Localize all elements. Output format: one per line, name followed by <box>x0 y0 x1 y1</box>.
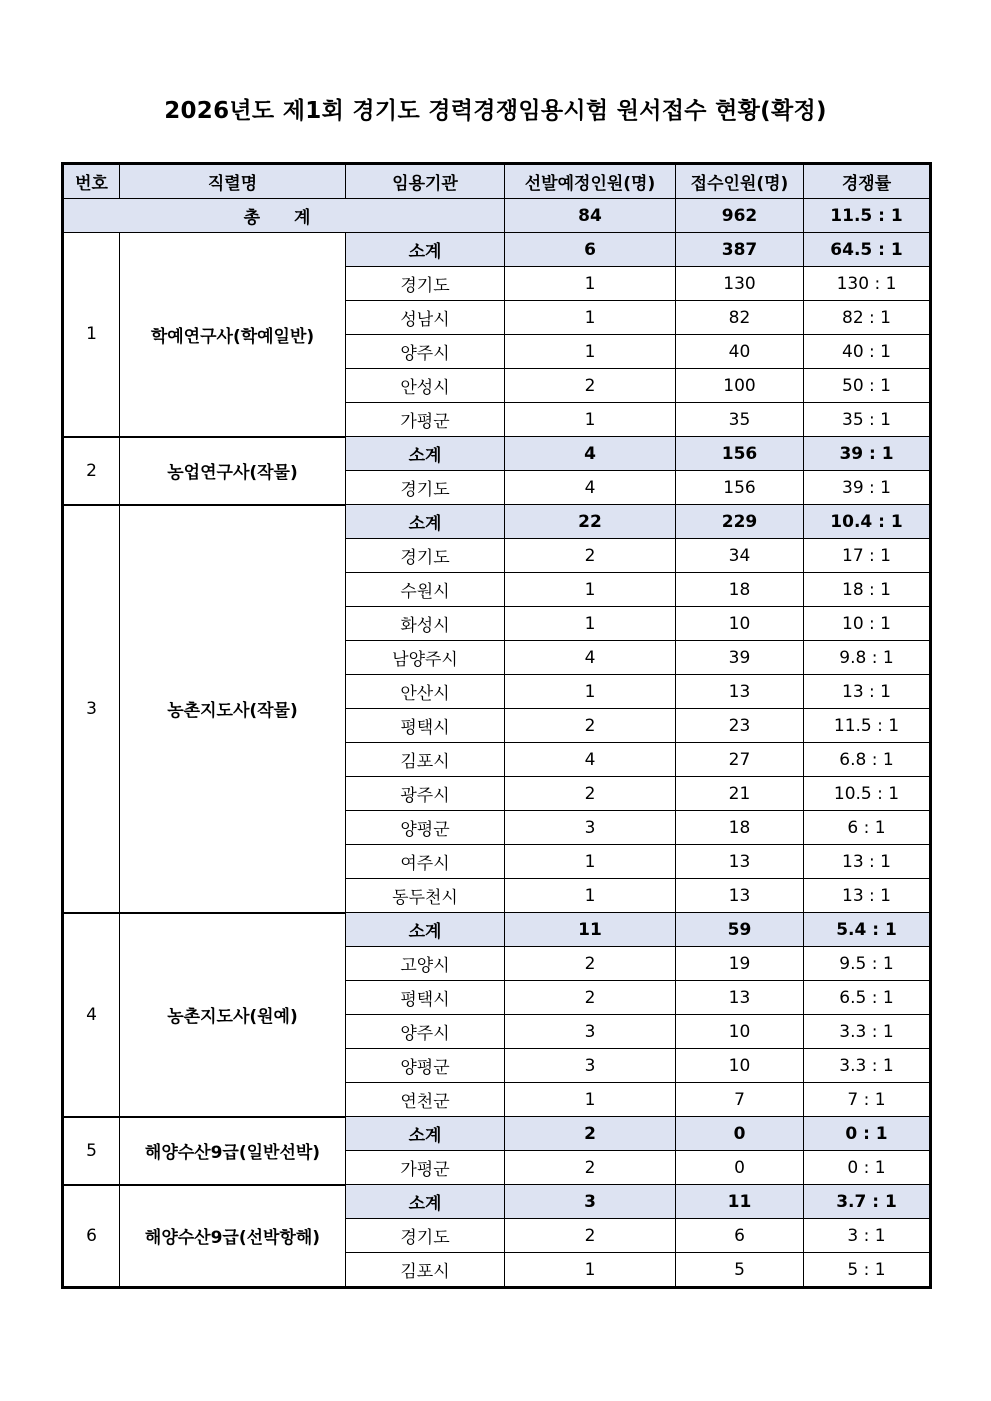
agency-cell: 경기도 <box>346 539 505 573</box>
applicants-cell: 13 <box>676 879 804 913</box>
position-name: 농촌지도사(작물) <box>120 505 346 913</box>
planned-cell: 1 <box>505 845 676 879</box>
ratio-cell: 5 : 1 <box>804 1253 931 1288</box>
agency-cell: 양평군 <box>346 1049 505 1083</box>
applicants-cell: 156 <box>676 471 804 505</box>
agency-cell: 소계 <box>346 1185 505 1219</box>
planned-cell: 2 <box>505 1219 676 1253</box>
ratio-cell: 50 : 1 <box>804 369 931 403</box>
header-position: 직렬명 <box>120 164 346 199</box>
ratio-cell: 39 : 1 <box>804 437 931 471</box>
planned-cell: 3 <box>505 811 676 845</box>
planned-cell: 2 <box>505 1151 676 1185</box>
agency-cell: 경기도 <box>346 267 505 301</box>
ratio-cell: 6 : 1 <box>804 811 931 845</box>
group-number: 5 <box>63 1117 120 1185</box>
agency-cell: 화성시 <box>346 607 505 641</box>
applicants-cell: 13 <box>676 845 804 879</box>
ratio-cell: 0 : 1 <box>804 1117 931 1151</box>
ratio-cell: 3.3 : 1 <box>804 1015 931 1049</box>
ratio-cell: 13 : 1 <box>804 675 931 709</box>
planned-cell: 1 <box>505 675 676 709</box>
agency-cell: 평택시 <box>346 709 505 743</box>
position-name: 해양수산9급(일반선박) <box>120 1117 346 1185</box>
group-number: 4 <box>63 913 120 1117</box>
applicants-cell: 387 <box>676 233 804 267</box>
applicants-cell: 21 <box>676 777 804 811</box>
planned-cell: 1 <box>505 1083 676 1117</box>
header-planned: 선발예정인원(명) <box>505 164 676 199</box>
planned-cell: 2 <box>505 981 676 1015</box>
agency-cell: 소계 <box>346 1117 505 1151</box>
agency-cell: 동두천시 <box>346 879 505 913</box>
applicants-cell: 82 <box>676 301 804 335</box>
planned-cell: 2 <box>505 369 676 403</box>
group-number: 6 <box>63 1185 120 1288</box>
position-name: 해양수산9급(선박항해) <box>120 1185 346 1288</box>
applicants-cell: 23 <box>676 709 804 743</box>
ratio-cell: 3.7 : 1 <box>804 1185 931 1219</box>
applicants-cell: 0 <box>676 1151 804 1185</box>
applicants-cell: 34 <box>676 539 804 573</box>
planned-cell: 2 <box>505 539 676 573</box>
planned-cell: 3 <box>505 1185 676 1219</box>
planned-cell: 1 <box>505 607 676 641</box>
agency-cell: 가평군 <box>346 1151 505 1185</box>
ratio-cell: 6.8 : 1 <box>804 743 931 777</box>
agency-cell: 경기도 <box>346 1219 505 1253</box>
applicants-cell: 10 <box>676 1049 804 1083</box>
subtotal-row <box>63 505 931 539</box>
agency-cell: 소계 <box>346 437 505 471</box>
agency-cell: 소계 <box>346 505 505 539</box>
group-number: 3 <box>63 505 120 913</box>
applicants-cell: 6 <box>676 1219 804 1253</box>
header-row <box>63 164 931 199</box>
ratio-cell: 35 : 1 <box>804 403 931 437</box>
ratio-cell: 11.5 : 1 <box>804 709 931 743</box>
planned-cell: 2 <box>505 947 676 981</box>
applicants-cell: 40 <box>676 335 804 369</box>
ratio-cell: 9.5 : 1 <box>804 947 931 981</box>
ratio-cell: 5.4 : 1 <box>804 913 931 947</box>
subtotal-row <box>63 1185 931 1219</box>
planned-cell: 22 <box>505 505 676 539</box>
ratio-cell: 40 : 1 <box>804 335 931 369</box>
planned-cell: 2 <box>505 1117 676 1151</box>
planned-cell: 1 <box>505 335 676 369</box>
application-status-table <box>61 162 932 1289</box>
agency-cell: 고양시 <box>346 947 505 981</box>
ratio-cell: 39 : 1 <box>804 471 931 505</box>
total-row <box>63 199 931 233</box>
position-name: 농촌지도사(원예) <box>120 913 346 1117</box>
agency-cell: 김포시 <box>346 1253 505 1288</box>
ratio-cell: 3.3 : 1 <box>804 1049 931 1083</box>
applicants-cell: 35 <box>676 403 804 437</box>
agency-cell: 광주시 <box>346 777 505 811</box>
ratio-cell: 10.5 : 1 <box>804 777 931 811</box>
ratio-cell: 17 : 1 <box>804 539 931 573</box>
agency-cell: 연천군 <box>346 1083 505 1117</box>
applicants-cell: 100 <box>676 369 804 403</box>
ratio-cell: 13 : 1 <box>804 845 931 879</box>
applicants-cell: 19 <box>676 947 804 981</box>
planned-cell: 1 <box>505 301 676 335</box>
ratio-cell: 82 : 1 <box>804 301 931 335</box>
agency-cell: 안성시 <box>346 369 505 403</box>
applicants-cell: 18 <box>676 573 804 607</box>
agency-cell: 평택시 <box>346 981 505 1015</box>
position-name: 학예연구사(학예일반) <box>120 233 346 437</box>
ratio-cell: 6.5 : 1 <box>804 981 931 1015</box>
applicants-cell: 10 <box>676 607 804 641</box>
applicants-cell: 13 <box>676 981 804 1015</box>
applicants-cell: 59 <box>676 913 804 947</box>
subtotal-row <box>63 913 931 947</box>
ratio-cell: 13 : 1 <box>804 879 931 913</box>
planned-cell: 4 <box>505 437 676 471</box>
total-applicants: 962 <box>676 199 804 233</box>
ratio-cell: 10.4 : 1 <box>804 505 931 539</box>
group-number: 2 <box>63 437 120 505</box>
subtotal-row <box>63 233 931 267</box>
planned-cell: 4 <box>505 471 676 505</box>
planned-cell: 11 <box>505 913 676 947</box>
applicants-cell: 39 <box>676 641 804 675</box>
agency-cell: 여주시 <box>346 845 505 879</box>
agency-cell: 소계 <box>346 913 505 947</box>
ratio-cell: 7 : 1 <box>804 1083 931 1117</box>
agency-cell: 남양주시 <box>346 641 505 675</box>
agency-cell: 수원시 <box>346 573 505 607</box>
planned-cell: 1 <box>505 1253 676 1288</box>
applicants-cell: 27 <box>676 743 804 777</box>
applicants-cell: 13 <box>676 675 804 709</box>
position-name: 농업연구사(작물) <box>120 437 346 505</box>
agency-cell: 양주시 <box>346 335 505 369</box>
applicants-cell: 11 <box>676 1185 804 1219</box>
planned-cell: 3 <box>505 1049 676 1083</box>
planned-cell: 4 <box>505 641 676 675</box>
planned-cell: 1 <box>505 573 676 607</box>
ratio-cell: 64.5 : 1 <box>804 233 931 267</box>
subtotal-row <box>63 437 931 471</box>
agency-cell: 소계 <box>346 233 505 267</box>
planned-cell: 2 <box>505 709 676 743</box>
header-applicants: 접수인원(명) <box>676 164 804 199</box>
header-agency: 임용기관 <box>346 164 505 199</box>
total-planned: 84 <box>505 199 676 233</box>
ratio-cell: 10 : 1 <box>804 607 931 641</box>
applicants-cell: 5 <box>676 1253 804 1288</box>
ratio-cell: 3 : 1 <box>804 1219 931 1253</box>
applicants-cell: 7 <box>676 1083 804 1117</box>
page-title: 2026년도 제1회 경기도 경력경쟁임용시험 원서접수 현황(확정) <box>164 98 827 124</box>
agency-cell: 성남시 <box>346 301 505 335</box>
agency-cell: 김포시 <box>346 743 505 777</box>
applicants-cell: 156 <box>676 437 804 471</box>
planned-cell: 3 <box>505 1015 676 1049</box>
agency-cell: 양평군 <box>346 811 505 845</box>
agency-cell: 양주시 <box>346 1015 505 1049</box>
planned-cell: 2 <box>505 777 676 811</box>
ratio-cell: 18 : 1 <box>804 573 931 607</box>
planned-cell: 4 <box>505 743 676 777</box>
planned-cell: 1 <box>505 267 676 301</box>
ratio-cell: 9.8 : 1 <box>804 641 931 675</box>
agency-cell: 경기도 <box>346 471 505 505</box>
planned-cell: 1 <box>505 879 676 913</box>
applicants-cell: 10 <box>676 1015 804 1049</box>
group-number: 1 <box>63 233 120 437</box>
ratio-cell: 130 : 1 <box>804 267 931 301</box>
ratio-cell: 0 : 1 <box>804 1151 931 1185</box>
applicants-cell: 18 <box>676 811 804 845</box>
header-ratio: 경쟁률 <box>804 164 931 199</box>
applicants-cell: 229 <box>676 505 804 539</box>
agency-cell: 안산시 <box>346 675 505 709</box>
header-number: 번호 <box>63 164 120 199</box>
planned-cell: 6 <box>505 233 676 267</box>
total-ratio: 11.5 : 1 <box>804 199 931 233</box>
agency-cell: 가평군 <box>346 403 505 437</box>
applicants-cell: 130 <box>676 267 804 301</box>
planned-cell: 1 <box>505 403 676 437</box>
applicants-cell: 0 <box>676 1117 804 1151</box>
subtotal-row <box>63 1117 931 1151</box>
total-label: 총 계 <box>63 199 505 233</box>
